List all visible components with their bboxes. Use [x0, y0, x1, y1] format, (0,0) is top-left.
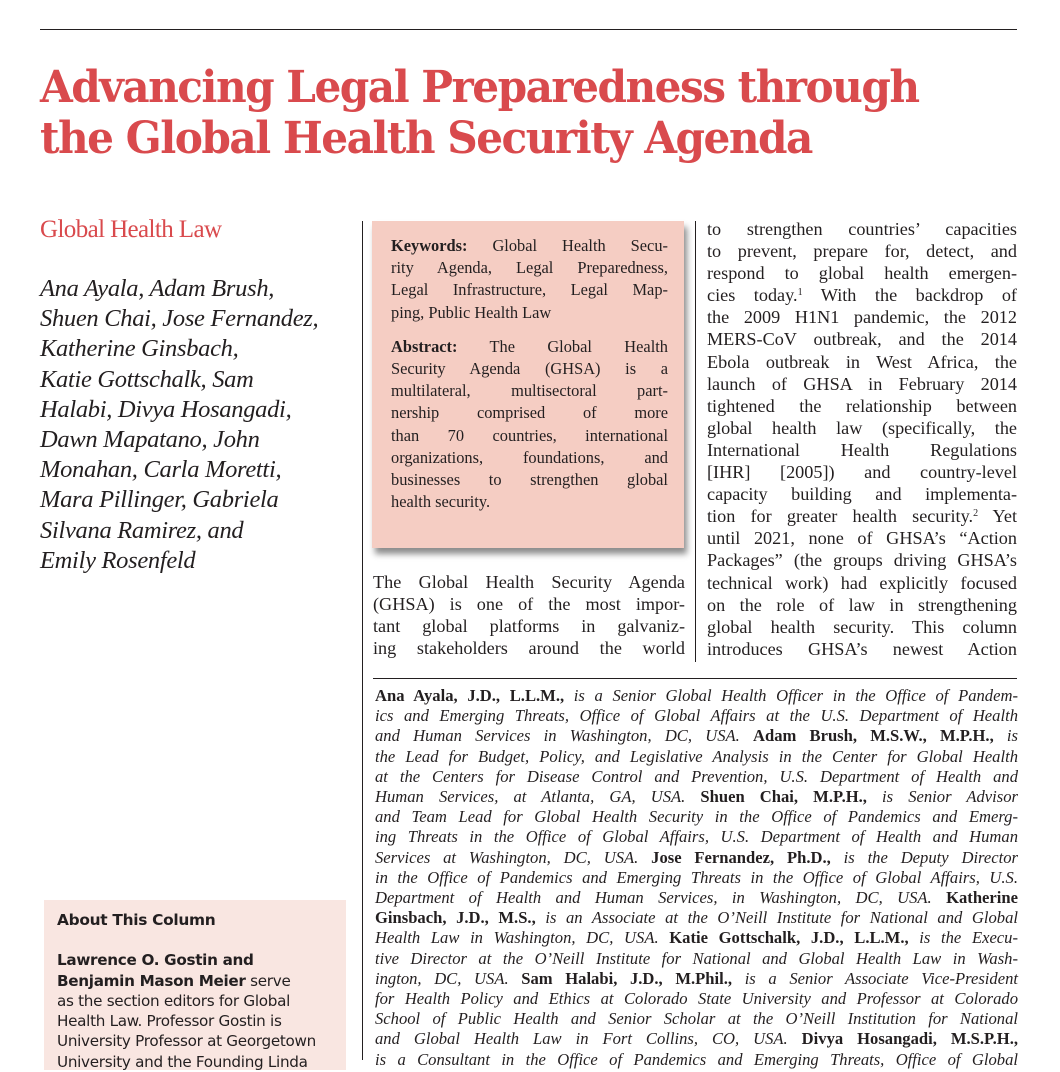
about-line: Benjamin Mason Meier serve [57, 971, 291, 990]
about-line: University Professor at Georgetown [57, 1032, 316, 1051]
body-line: introduces GHSA’s newest Action [707, 638, 1017, 659]
bio-author-name: Adam Brush, M.S.W., M.P.H., [752, 726, 994, 746]
body-line: capacity building and implementa- [707, 484, 1017, 505]
bio-line: and Human Services in Washington, DC, USA. Adam Brush, M.S.W., M.P.H., is [375, 726, 1018, 746]
about-title: About This Column [57, 911, 216, 929]
article-title [40, 62, 990, 164]
author-line: Halabi, Divya Hosangadi, [40, 395, 292, 423]
abstract-line: nership comprised of more [391, 403, 668, 423]
body-line: Packages” (the groups driving GHSA’s [707, 550, 1017, 571]
bio-line: Department of Health and Human Services, in Washington, DC, USA. Katherine [375, 888, 1018, 908]
body-line: International Health Regulations [707, 439, 1017, 460]
bio-author-name: Katherine [946, 888, 1018, 908]
bios-divider [373, 678, 1017, 679]
body-line: until 2021, none of GHSA’s “Action [707, 528, 1017, 549]
bio-line: School of Public Health and Senior Scholar at the O’Neill Institution for National [375, 1009, 1018, 1029]
keywords-line: rity Agenda, Legal Preparedness, [391, 258, 668, 278]
body-line: Ebola outbreak in West Africa, the [707, 351, 1017, 372]
body-line: tightened the relationship between [707, 395, 1017, 416]
body-line: to prevent, prepare for, detect, and [707, 241, 1017, 262]
author-bios [375, 686, 1018, 1070]
body-column-1 [373, 571, 685, 659]
keywords-label: Keywords: [391, 236, 468, 255]
about-column-box [44, 900, 346, 1070]
bio-line: Ginsbach, J.D., M.S., is an Associate at the O’Neill Institute for National and Global [375, 908, 1018, 928]
keywords [391, 235, 668, 324]
author-line: Ana Ayala, Adam Brush, [40, 275, 275, 302]
abstract-line: Abstract: The Global Health [391, 336, 668, 356]
bio-line: Human Services, at Atlanta, GA, USA. Shuen Chai, M.P.H., is Senior Advisor [375, 787, 1018, 807]
about-line: as the section editors for Global [57, 991, 291, 1010]
bio-line: tive Director at the O’Neill Institute for National and Global Health Law in Wash- [375, 948, 1018, 968]
body-line: cies today.$^1$ With the backdrop of [707, 285, 1017, 306]
title-line: the Global Health Security Agenda [40, 113, 812, 164]
body-line: tant global platforms in galvaniz- [373, 616, 685, 637]
body-line: [IHR] [2005]) and country-level [707, 462, 1017, 483]
footnote-ref: 2 [973, 508, 979, 520]
abstract-line: than 70 countries, international [391, 425, 668, 445]
bio-author-name: Ana Ayala, J.D., L.L.M., [375, 686, 565, 705]
abstract-line: businesses to strengthen global [391, 470, 668, 490]
bio-line: the Lead for Budget, Policy, and Legislative Analysis in the Center for Global Health [375, 746, 1018, 766]
abstract-label: Abstract: [391, 336, 458, 356]
abstract-line: organizations, foundations, and [391, 447, 668, 467]
abstract [391, 336, 668, 514]
editor-name: Lawrence O. Gostin and [57, 951, 254, 970]
body-line: technical work) had explicitly focused [707, 572, 1017, 593]
keywords-line: Keywords: Global Health Secu- [391, 236, 668, 255]
abstract-box [372, 221, 684, 548]
about-line: Health Law. Professor Gostin is [57, 1012, 282, 1031]
bio-author-name: Jose Fernandez, Ph.D., [651, 847, 831, 867]
body-line: respond to global health emergen- [707, 263, 1017, 284]
author-line: Shuen Chai, Jose Fernandez, [40, 305, 319, 333]
author-line: Silvana Ramirez, and [40, 516, 244, 544]
body-line: to strengthen countries’ capacities [707, 219, 1017, 239]
section-label: Global Health Law [40, 216, 222, 243]
bio-line: Ana Ayala, J.D., L.L.M., is a Senior Global Health Officer in the Office of Pandem- [375, 686, 1018, 705]
bio-line: Services at Washington, DC, USA. Jose Fernandez, Ph.D., is the Deputy Director [375, 847, 1018, 867]
author-list [40, 274, 360, 576]
author-line: Emily Rosenfeld [40, 546, 196, 574]
body-line: ing stakeholders around the world [373, 638, 685, 659]
about-text [57, 950, 333, 1072]
bio-line: ics and Emerging Threats, Office of Global Affairs at the U.S. Department of Health [375, 706, 1018, 726]
bio-line: ing Threats in the Office of Global Affairs, U.S. Department of Health and Human [375, 827, 1018, 847]
author-line: Katie Gottschalk, Sam [40, 365, 254, 393]
column-divider [362, 221, 363, 1060]
body-column-2 [707, 218, 1017, 660]
top-rule [40, 29, 1017, 30]
keywords-line: Legal Infrastructure, Legal Map- [391, 280, 668, 300]
footnote-ref: 1 [797, 287, 803, 299]
bio-line: ington, DC, USA. Sam Halabi, J.D., M.Phil., is a Senior Associate Vice-President [375, 968, 1018, 988]
body-line: launch of GHSA in February 2014 [707, 373, 1017, 394]
abstract-line: health security. [391, 492, 491, 512]
about-line [57, 950, 333, 970]
bio-author-name: Divya Hosangadi, M.S.P.H., [801, 1029, 1018, 1049]
author-line: Katherine Ginsbach, [40, 335, 239, 363]
body-line: global health security. This column [707, 616, 1017, 637]
body-line: (GHSA) is one of the most impor- [373, 594, 685, 615]
body-line: tion for greater health security.$^2$ Yet [707, 506, 1018, 527]
bio-line: at the Centers for Disease Control and Prevention, U.S. Department of Health and [375, 766, 1018, 786]
author-line: Dawn Mapatano, John [40, 426, 260, 454]
about-line: University and the Founding Linda [57, 1052, 308, 1071]
author-line: Monahan, Carla Moretti, [40, 456, 282, 484]
bio-line: for Health Policy and Ethics at Colorado State University and Professor at Colorado [375, 989, 1018, 1009]
bio-author-name: Shuen Chai, M.P.H., [700, 787, 867, 807]
abstract-line: multilateral, multisectoral part- [391, 381, 668, 401]
bio-line: in the Office of Pandemics and Emerging Threats in the Office of Global Affairs, U.S. [375, 867, 1018, 887]
bio-line: Health Law in Washington, DC, USA. Katie Gottschalk, J.D., L.L.M., is the Execu- [375, 928, 1018, 948]
bio-author-name: Sam Halabi, J.D., M.Phil., [521, 968, 733, 988]
keywords-line: ping, Public Health Law [391, 302, 552, 322]
body-line: The Global Health Security Agenda [373, 572, 685, 592]
bio-author-name: Ginsbach, J.D., M.S., [375, 908, 536, 928]
bio-line: and Global Health Law in Fort Collins, CO, USA. Divya Hosangadi, M.S.P.H., [375, 1029, 1018, 1049]
author-line: Mara Pillinger, Gabriela [40, 486, 279, 514]
abstract-line: Security Agenda (GHSA) is a [391, 359, 668, 379]
column-divider [695, 221, 696, 662]
title-line: Advancing Legal Preparedness through [40, 62, 919, 113]
body-line: MERS-CoV outbreak, and the 2014 [707, 329, 1017, 350]
body-line: on the role of law in strengthening [707, 594, 1017, 615]
editor-name: Benjamin Mason Meier [57, 971, 246, 990]
bio-author-name: Katie Gottschalk, J.D., L.L.M., [669, 928, 909, 948]
body-line: global health law (specifically, the [707, 417, 1017, 438]
bio-line: and Team Lead for Global Health Security in the Office of Pandemics and Emerg- [375, 807, 1018, 827]
body-line: the 2009 H1N1 pandemic, the 2012 [707, 307, 1017, 328]
bio-line: is a Consultant in the Office of Pandemics and Emerging Threats, Office of Global [375, 1049, 1018, 1069]
